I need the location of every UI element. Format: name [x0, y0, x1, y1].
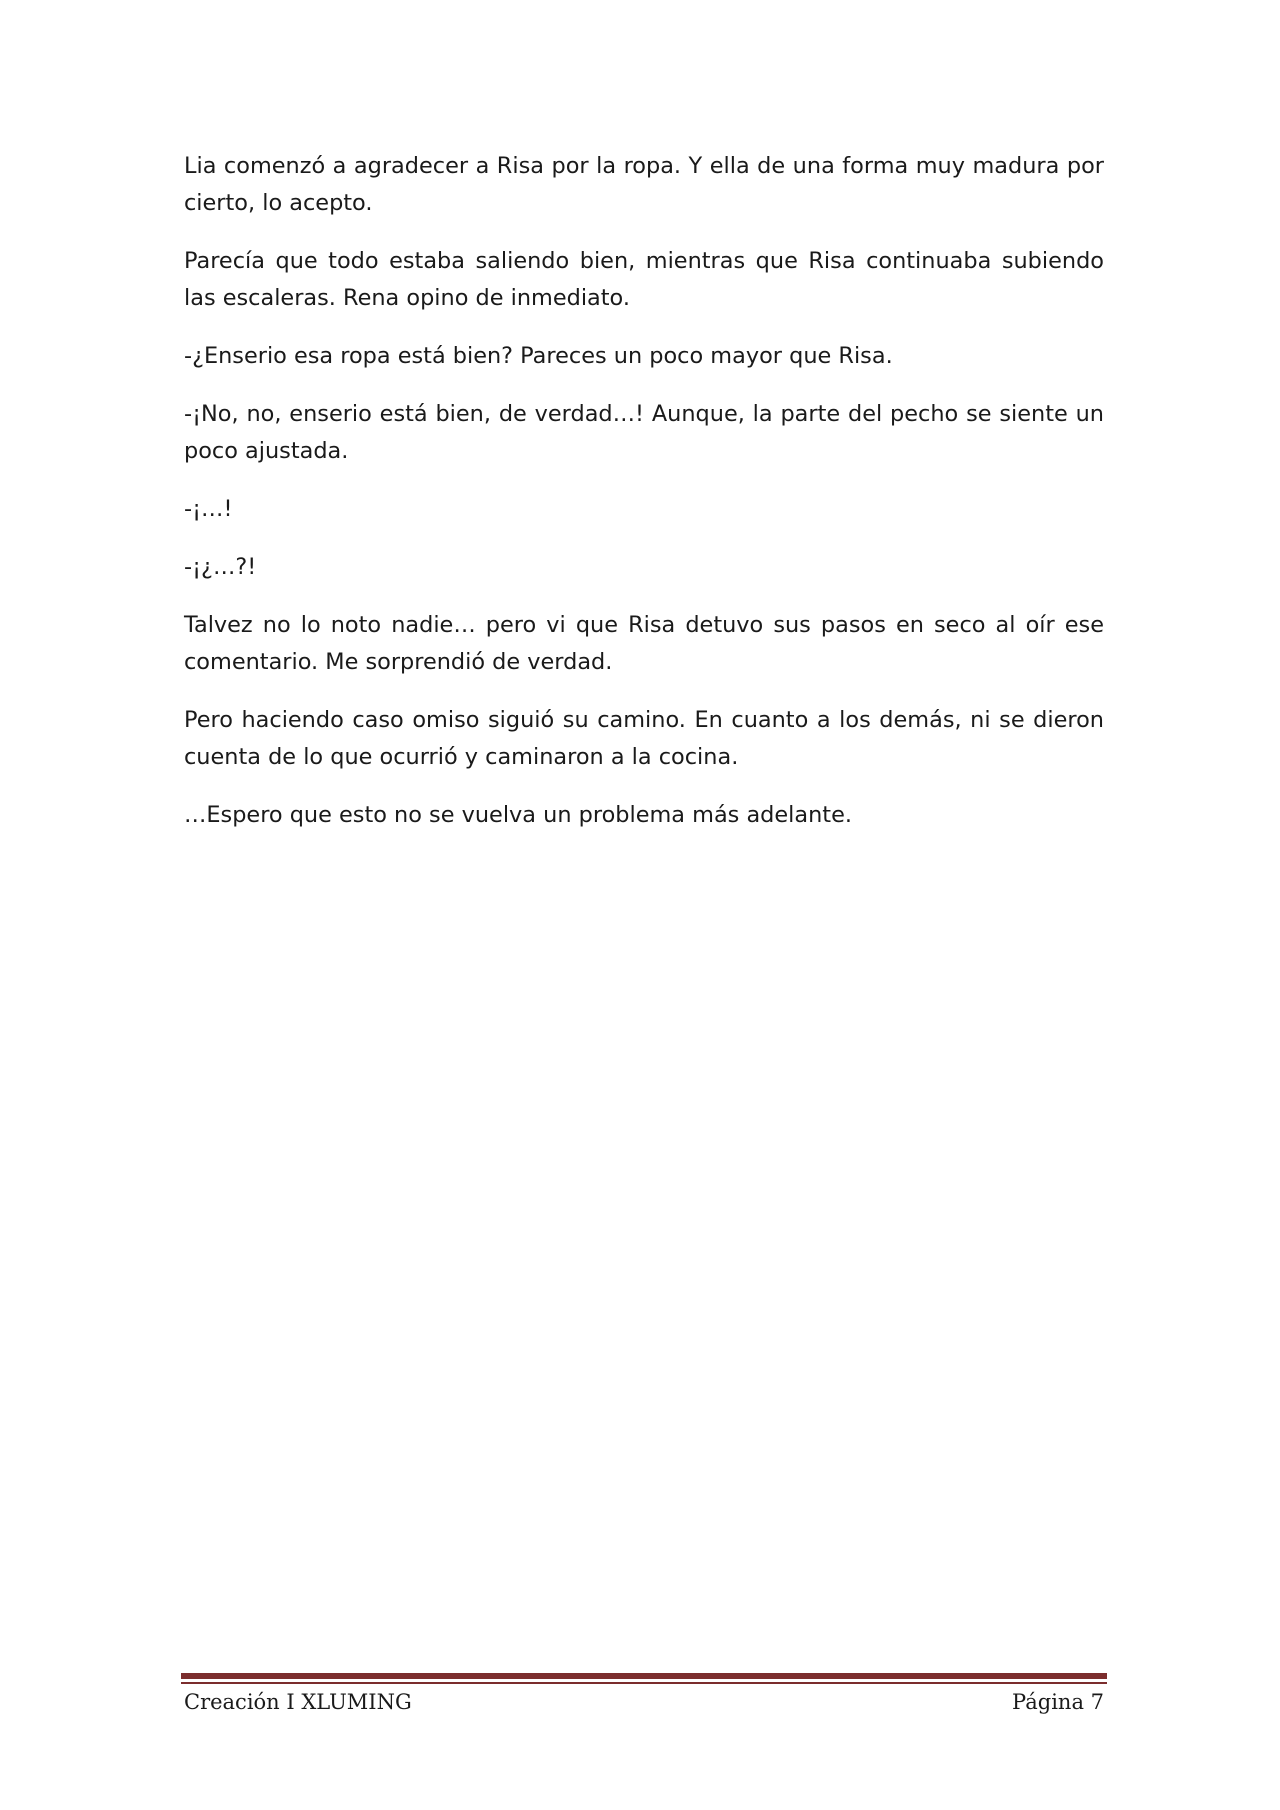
- footer-author: Creación I XLUMING: [184, 1690, 412, 1714]
- paragraph: -¡No, no, enserio está bien, de verdad…! Aunque, la parte del pecho se siente un poco ajustada.: [184, 401, 1104, 464]
- paragraph: …Espero que esto no se vuelva un problema más adelante.: [184, 802, 852, 828]
- paragraph: Pero haciendo caso omiso siguió su camino. En cuanto a los demás, ni se dieron cuenta de lo que ocurrió y caminaron a la cocina.: [184, 707, 1104, 770]
- paragraph: -¡…!: [184, 496, 233, 522]
- paragraph: -¡¿…?!: [184, 554, 257, 580]
- paragraph: Talvez no lo noto nadie… pero vi que Risa detuvo sus pasos en seco al oír ese comentario. Me sorprendió de verdad.: [184, 612, 1104, 675]
- paragraph: Lia comenzó a agradecer a Risa por la ropa. Y ella de una forma muy madura por cierto, lo acepto.: [184, 153, 1104, 216]
- paragraph: Parecía que todo estaba saliendo bien, mientras que Risa continuaba subiendo las escaleras. Rena opino de inmediato.: [184, 248, 1104, 311]
- page-number: Página 7: [1012, 1690, 1104, 1714]
- paragraph: -¿Enserio esa ropa está bien? Pareces un poco mayor que Risa.: [184, 343, 893, 369]
- footer-rule-thick: [181, 1673, 1107, 1679]
- document-body: [184, 148, 1104, 855]
- footer-rule-thin: [181, 1682, 1107, 1684]
- page-footer: [184, 1690, 1104, 1726]
